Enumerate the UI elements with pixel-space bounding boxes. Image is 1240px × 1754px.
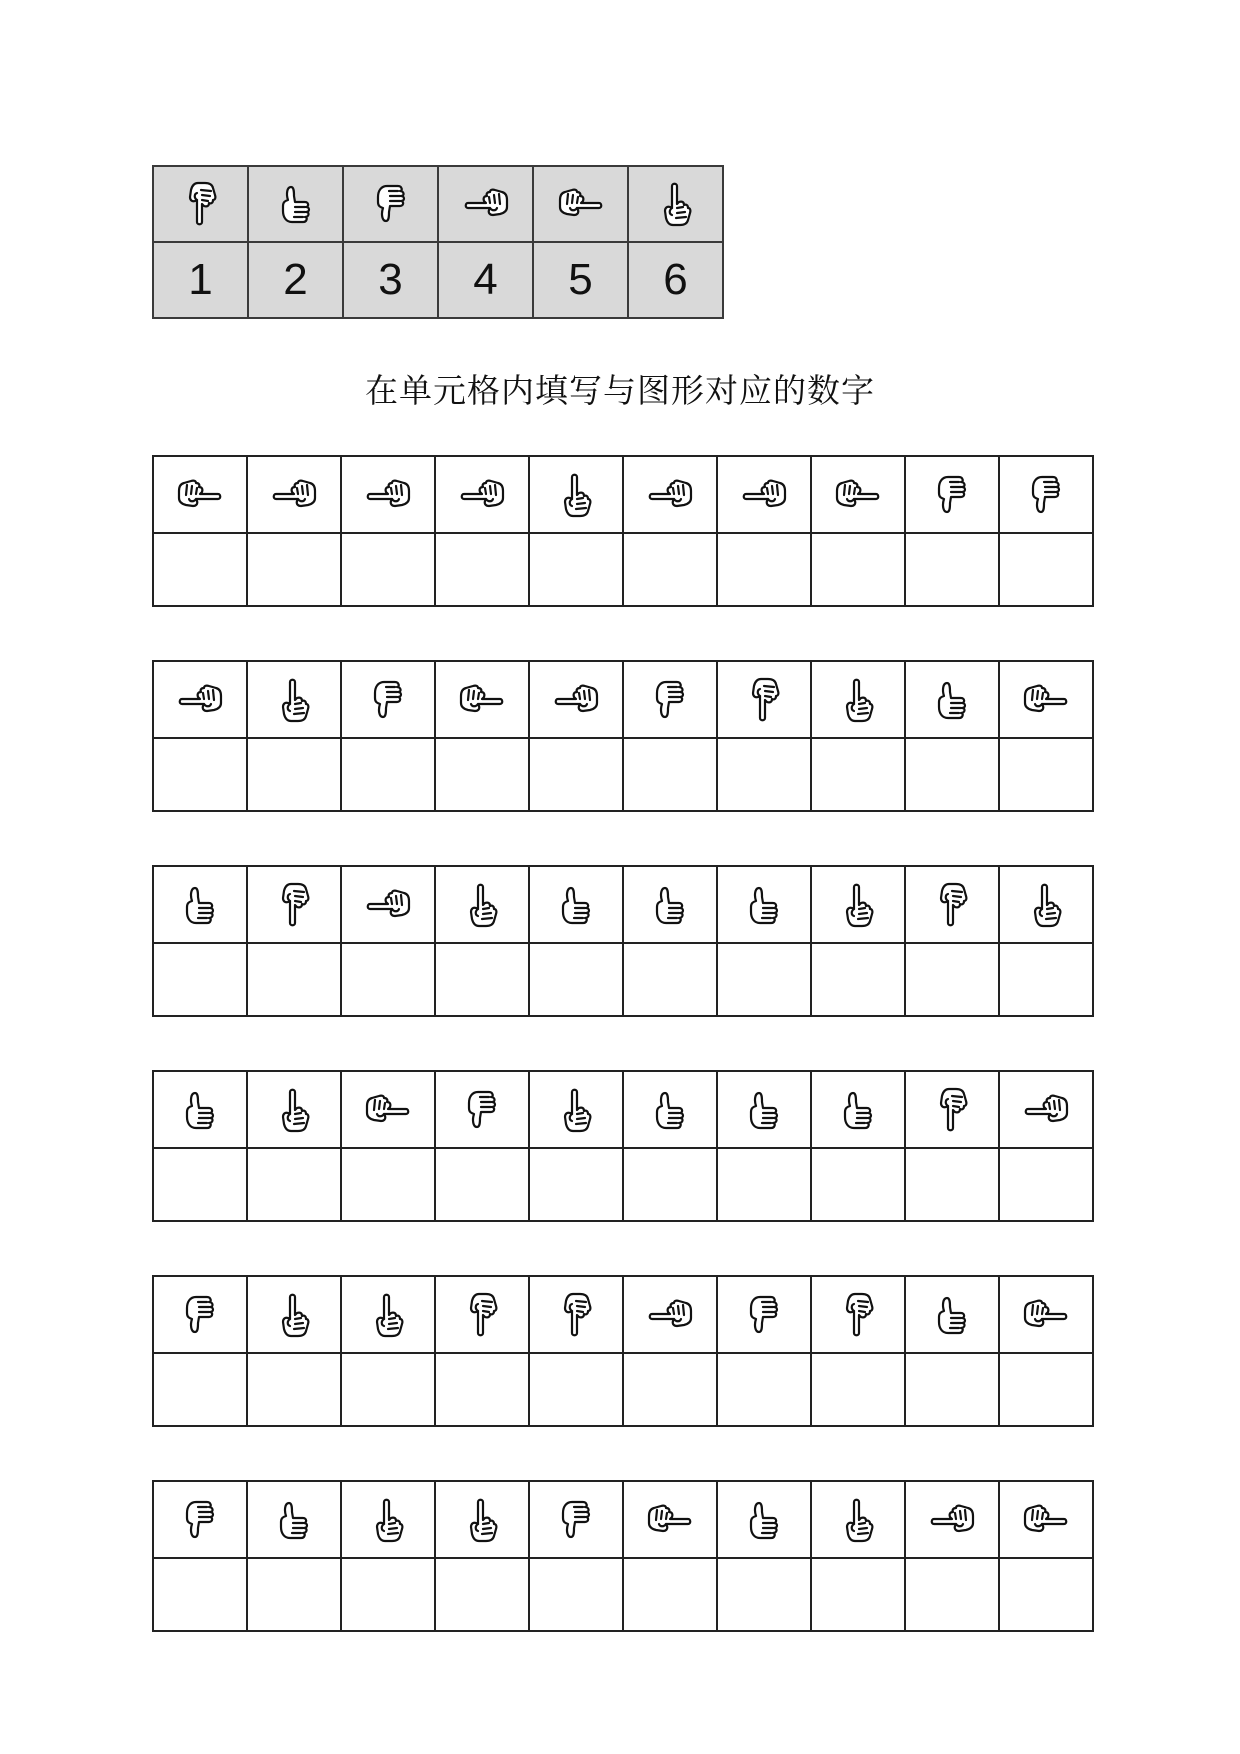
exercise-symbol-cell [717, 866, 811, 943]
pointing-right-hand-icon [176, 471, 224, 519]
thumb-up-hand-icon [646, 1086, 694, 1134]
pointing-up-hand-icon [270, 676, 318, 724]
exercise-symbol-cell [999, 661, 1093, 738]
exercise-symbol-cell [341, 866, 435, 943]
answer-cell[interactable] [811, 1353, 905, 1426]
thumb-up-hand-icon [646, 881, 694, 929]
legend-number-cell: 1 [153, 242, 248, 318]
answer-cell[interactable] [435, 1558, 529, 1631]
answer-cell[interactable] [623, 1558, 717, 1631]
page-title: 在单元格内填写与图形对应的数字 [365, 371, 875, 410]
thumb-down-hand-icon [1022, 471, 1070, 519]
thumb-down-hand-icon [364, 676, 412, 724]
thumb-up-hand-icon [928, 676, 976, 724]
answer-cell[interactable] [435, 533, 529, 606]
legend-symbol-cell [343, 166, 438, 242]
thumb-up-hand-icon [834, 1086, 882, 1134]
pointing-up-hand-icon [834, 676, 882, 724]
pointing-left-hand-icon [646, 1291, 694, 1339]
answer-cell[interactable] [999, 1353, 1093, 1426]
exercise-symbol-cell [435, 1071, 529, 1148]
legend-number-cell: 6 [628, 242, 723, 318]
answer-cell[interactable] [153, 1558, 247, 1631]
legend-symbol-cell [533, 166, 628, 242]
exercise-symbol-cell [999, 1481, 1093, 1558]
thumb-down-hand-icon [176, 1496, 224, 1544]
exercise-symbol-cell [435, 661, 529, 738]
legend-symbol-cell [438, 166, 533, 242]
answer-cell[interactable] [435, 1148, 529, 1221]
answer-cell[interactable] [247, 1558, 341, 1631]
exercise-symbol-cell [341, 661, 435, 738]
legend-symbol-cell [628, 166, 723, 242]
answer-cell[interactable] [717, 1558, 811, 1631]
pointing-right-hand-icon [364, 1086, 412, 1134]
exercise-symbol-cell [529, 1071, 623, 1148]
exercise-symbol-cell [623, 456, 717, 533]
answer-cell[interactable] [999, 943, 1093, 1016]
exercise-table [152, 1480, 1094, 1632]
exercise-symbol-cell [341, 1276, 435, 1353]
answer-cell[interactable] [341, 1353, 435, 1426]
exercise-symbol-cell [247, 1481, 341, 1558]
answer-cell[interactable] [623, 1353, 717, 1426]
thumb-up-hand-icon [270, 1496, 318, 1544]
exercise-symbol-cell [623, 1071, 717, 1148]
answer-cell[interactable] [905, 533, 999, 606]
exercise-symbol-cell [717, 456, 811, 533]
exercise-symbol-cell [435, 456, 529, 533]
pointing-up-hand-icon [458, 881, 506, 929]
thumb-up-hand-icon [928, 1291, 976, 1339]
pointing-up-hand-icon [458, 1496, 506, 1544]
legend-number-cell: 5 [533, 242, 628, 318]
thumb-up-hand-icon [740, 881, 788, 929]
pointing-left-hand-icon [270, 471, 318, 519]
answer-cell[interactable] [341, 533, 435, 606]
answer-cell[interactable] [717, 1148, 811, 1221]
exercise-symbol-cell [529, 1276, 623, 1353]
thumb-up-hand-icon [740, 1496, 788, 1544]
exercise-symbol-cell [153, 866, 247, 943]
exercise-symbol-cell [153, 661, 247, 738]
answer-cell[interactable] [153, 533, 247, 606]
answer-cell[interactable] [247, 943, 341, 1016]
exercise-symbol-cell [341, 1071, 435, 1148]
exercise-symbol-cell [435, 1276, 529, 1353]
legend-number-cell: 2 [248, 242, 343, 318]
answer-cell[interactable] [623, 943, 717, 1016]
answer-cell[interactable] [811, 943, 905, 1016]
pointing-left-hand-icon [928, 1496, 976, 1544]
answer-cell[interactable] [623, 533, 717, 606]
exercise-symbol-cell [153, 456, 247, 533]
answer-cell[interactable] [247, 738, 341, 811]
legend-number-cell: 3 [343, 242, 438, 318]
pointing-up-hand-icon [552, 1086, 600, 1134]
pointing-down-hand-icon [177, 180, 225, 228]
thumb-up-hand-icon [176, 1086, 224, 1134]
exercise-symbol-cell [717, 1276, 811, 1353]
pointing-down-hand-icon [458, 1291, 506, 1339]
exercise-symbol-cell [999, 866, 1093, 943]
exercise-table [152, 455, 1094, 607]
answer-cell[interactable] [905, 1148, 999, 1221]
exercise-symbol-cell [905, 866, 999, 943]
exercise-symbol-cell [623, 1481, 717, 1558]
pointing-left-hand-icon [364, 471, 412, 519]
exercise-symbol-cell [247, 866, 341, 943]
pointing-right-hand-icon [646, 1496, 694, 1544]
answer-cell[interactable] [717, 943, 811, 1016]
thumb-down-hand-icon [176, 1291, 224, 1339]
thumb-down-hand-icon [928, 471, 976, 519]
answer-cell[interactable] [999, 1558, 1093, 1631]
answer-cell[interactable] [623, 1148, 717, 1221]
pointing-left-hand-icon [552, 676, 600, 724]
answer-cell[interactable] [905, 738, 999, 811]
answer-cell[interactable] [717, 533, 811, 606]
answer-cell[interactable] [247, 1148, 341, 1221]
answer-cell[interactable] [811, 533, 905, 606]
exercise-symbol-cell [717, 1071, 811, 1148]
answer-cell[interactable] [529, 1148, 623, 1221]
pointing-up-hand-icon [270, 1086, 318, 1134]
answer-cell[interactable] [341, 943, 435, 1016]
exercise-symbol-cell [529, 661, 623, 738]
legend-table [152, 165, 724, 319]
pointing-left-hand-icon [176, 676, 224, 724]
exercise-symbol-cell [435, 866, 529, 943]
answer-cell[interactable] [153, 738, 247, 811]
exercise-symbol-cell [623, 866, 717, 943]
exercise-symbol-cell [811, 1481, 905, 1558]
pointing-down-hand-icon [928, 1086, 976, 1134]
exercise-symbol-cell [999, 1276, 1093, 1353]
pointing-up-hand-icon [270, 1291, 318, 1339]
pointing-down-hand-icon [270, 881, 318, 929]
exercise-symbol-cell [905, 661, 999, 738]
pointing-right-hand-icon [1022, 1291, 1070, 1339]
exercise-symbol-cell [529, 866, 623, 943]
answer-cell[interactable] [905, 1558, 999, 1631]
pointing-up-hand-icon [652, 180, 700, 228]
answer-cell[interactable] [717, 1353, 811, 1426]
exercise-table [152, 660, 1094, 812]
answer-cell[interactable] [811, 1148, 905, 1221]
answer-cell[interactable] [529, 943, 623, 1016]
pointing-down-hand-icon [834, 1291, 882, 1339]
answer-cell[interactable] [247, 1353, 341, 1426]
exercise-table [152, 1070, 1094, 1222]
exercise-table [152, 865, 1094, 1017]
exercise-symbol-cell [905, 1276, 999, 1353]
exercise-symbol-cell [247, 661, 341, 738]
exercise-symbol-cell [811, 456, 905, 533]
thumb-down-hand-icon [740, 1291, 788, 1339]
exercise-symbol-cell [623, 1276, 717, 1353]
exercise-symbol-cell [905, 1481, 999, 1558]
answer-cell[interactable] [341, 738, 435, 811]
pointing-up-hand-icon [1022, 881, 1070, 929]
thumb-down-hand-icon [646, 676, 694, 724]
answer-cell[interactable] [247, 533, 341, 606]
exercise-symbol-cell [717, 661, 811, 738]
exercise-symbol-cell [341, 1481, 435, 1558]
pointing-up-hand-icon [552, 471, 600, 519]
answer-cell[interactable] [529, 738, 623, 811]
answer-cell[interactable] [435, 943, 529, 1016]
answer-cell[interactable] [905, 1353, 999, 1426]
pointing-up-hand-icon [364, 1496, 412, 1544]
pointing-left-hand-icon [1022, 1086, 1070, 1134]
answer-cell[interactable] [623, 738, 717, 811]
exercise-symbol-cell [717, 1481, 811, 1558]
answer-cell[interactable] [529, 533, 623, 606]
pointing-down-hand-icon [552, 1291, 600, 1339]
exercise-symbol-cell [811, 866, 905, 943]
exercise-symbol-cell [247, 1071, 341, 1148]
answer-cell[interactable] [905, 943, 999, 1016]
pointing-left-hand-icon [740, 471, 788, 519]
pointing-left-hand-icon [646, 471, 694, 519]
answer-cell[interactable] [717, 738, 811, 811]
legend-number-cell: 4 [438, 242, 533, 318]
legend-symbol-cell [153, 166, 248, 242]
answer-cell[interactable] [341, 1558, 435, 1631]
pointing-down-hand-icon [740, 676, 788, 724]
answer-cell[interactable] [435, 1353, 529, 1426]
exercise-symbol-cell [435, 1481, 529, 1558]
exercise-symbol-cell [247, 1276, 341, 1353]
exercise-symbol-cell [905, 456, 999, 533]
answer-cell[interactable] [999, 1148, 1093, 1221]
thumb-up-hand-icon [272, 180, 320, 228]
pointing-right-hand-icon [1022, 676, 1070, 724]
exercise-symbol-cell [247, 456, 341, 533]
exercise-symbol-cell [811, 1276, 905, 1353]
answer-cell[interactable] [811, 1558, 905, 1631]
exercise-symbol-cell [153, 1071, 247, 1148]
answer-cell[interactable] [529, 1353, 623, 1426]
pointing-down-hand-icon [928, 881, 976, 929]
exercise-symbol-cell [905, 1071, 999, 1148]
answer-cell[interactable] [529, 1558, 623, 1631]
pointing-left-hand-icon [364, 881, 412, 929]
thumb-up-hand-icon [552, 881, 600, 929]
exercise-symbol-cell [811, 1071, 905, 1148]
answer-cell[interactable] [999, 533, 1093, 606]
thumb-up-hand-icon [176, 881, 224, 929]
answer-cell[interactable] [811, 738, 905, 811]
thumb-up-hand-icon [740, 1086, 788, 1134]
answer-cell[interactable] [153, 1353, 247, 1426]
exercise-symbol-cell [529, 456, 623, 533]
answer-cell[interactable] [435, 738, 529, 811]
pointing-right-hand-icon [557, 180, 605, 228]
pointing-up-hand-icon [364, 1291, 412, 1339]
exercise-symbol-cell [153, 1481, 247, 1558]
exercise-table [152, 1275, 1094, 1427]
pointing-right-hand-icon [1022, 1496, 1070, 1544]
pointing-left-hand-icon [462, 180, 510, 228]
pointing-up-hand-icon [834, 1496, 882, 1544]
legend-symbol-cell [248, 166, 343, 242]
pointing-up-hand-icon [834, 881, 882, 929]
exercise-symbol-cell [999, 1071, 1093, 1148]
pointing-right-hand-icon [458, 676, 506, 724]
thumb-down-hand-icon [552, 1496, 600, 1544]
pointing-right-hand-icon [834, 471, 882, 519]
answer-cell[interactable] [153, 1148, 247, 1221]
thumb-down-hand-icon [367, 180, 415, 228]
exercise-symbol-cell [153, 1276, 247, 1353]
exercise-symbol-cell [999, 456, 1093, 533]
pointing-left-hand-icon [458, 471, 506, 519]
exercise-symbol-cell [623, 661, 717, 738]
answer-cell[interactable] [999, 738, 1093, 811]
answer-cell[interactable] [153, 943, 247, 1016]
exercise-symbol-cell [341, 456, 435, 533]
thumb-down-hand-icon [458, 1086, 506, 1134]
answer-cell[interactable] [341, 1148, 435, 1221]
exercise-symbol-cell [811, 661, 905, 738]
exercise-symbol-cell [529, 1481, 623, 1558]
